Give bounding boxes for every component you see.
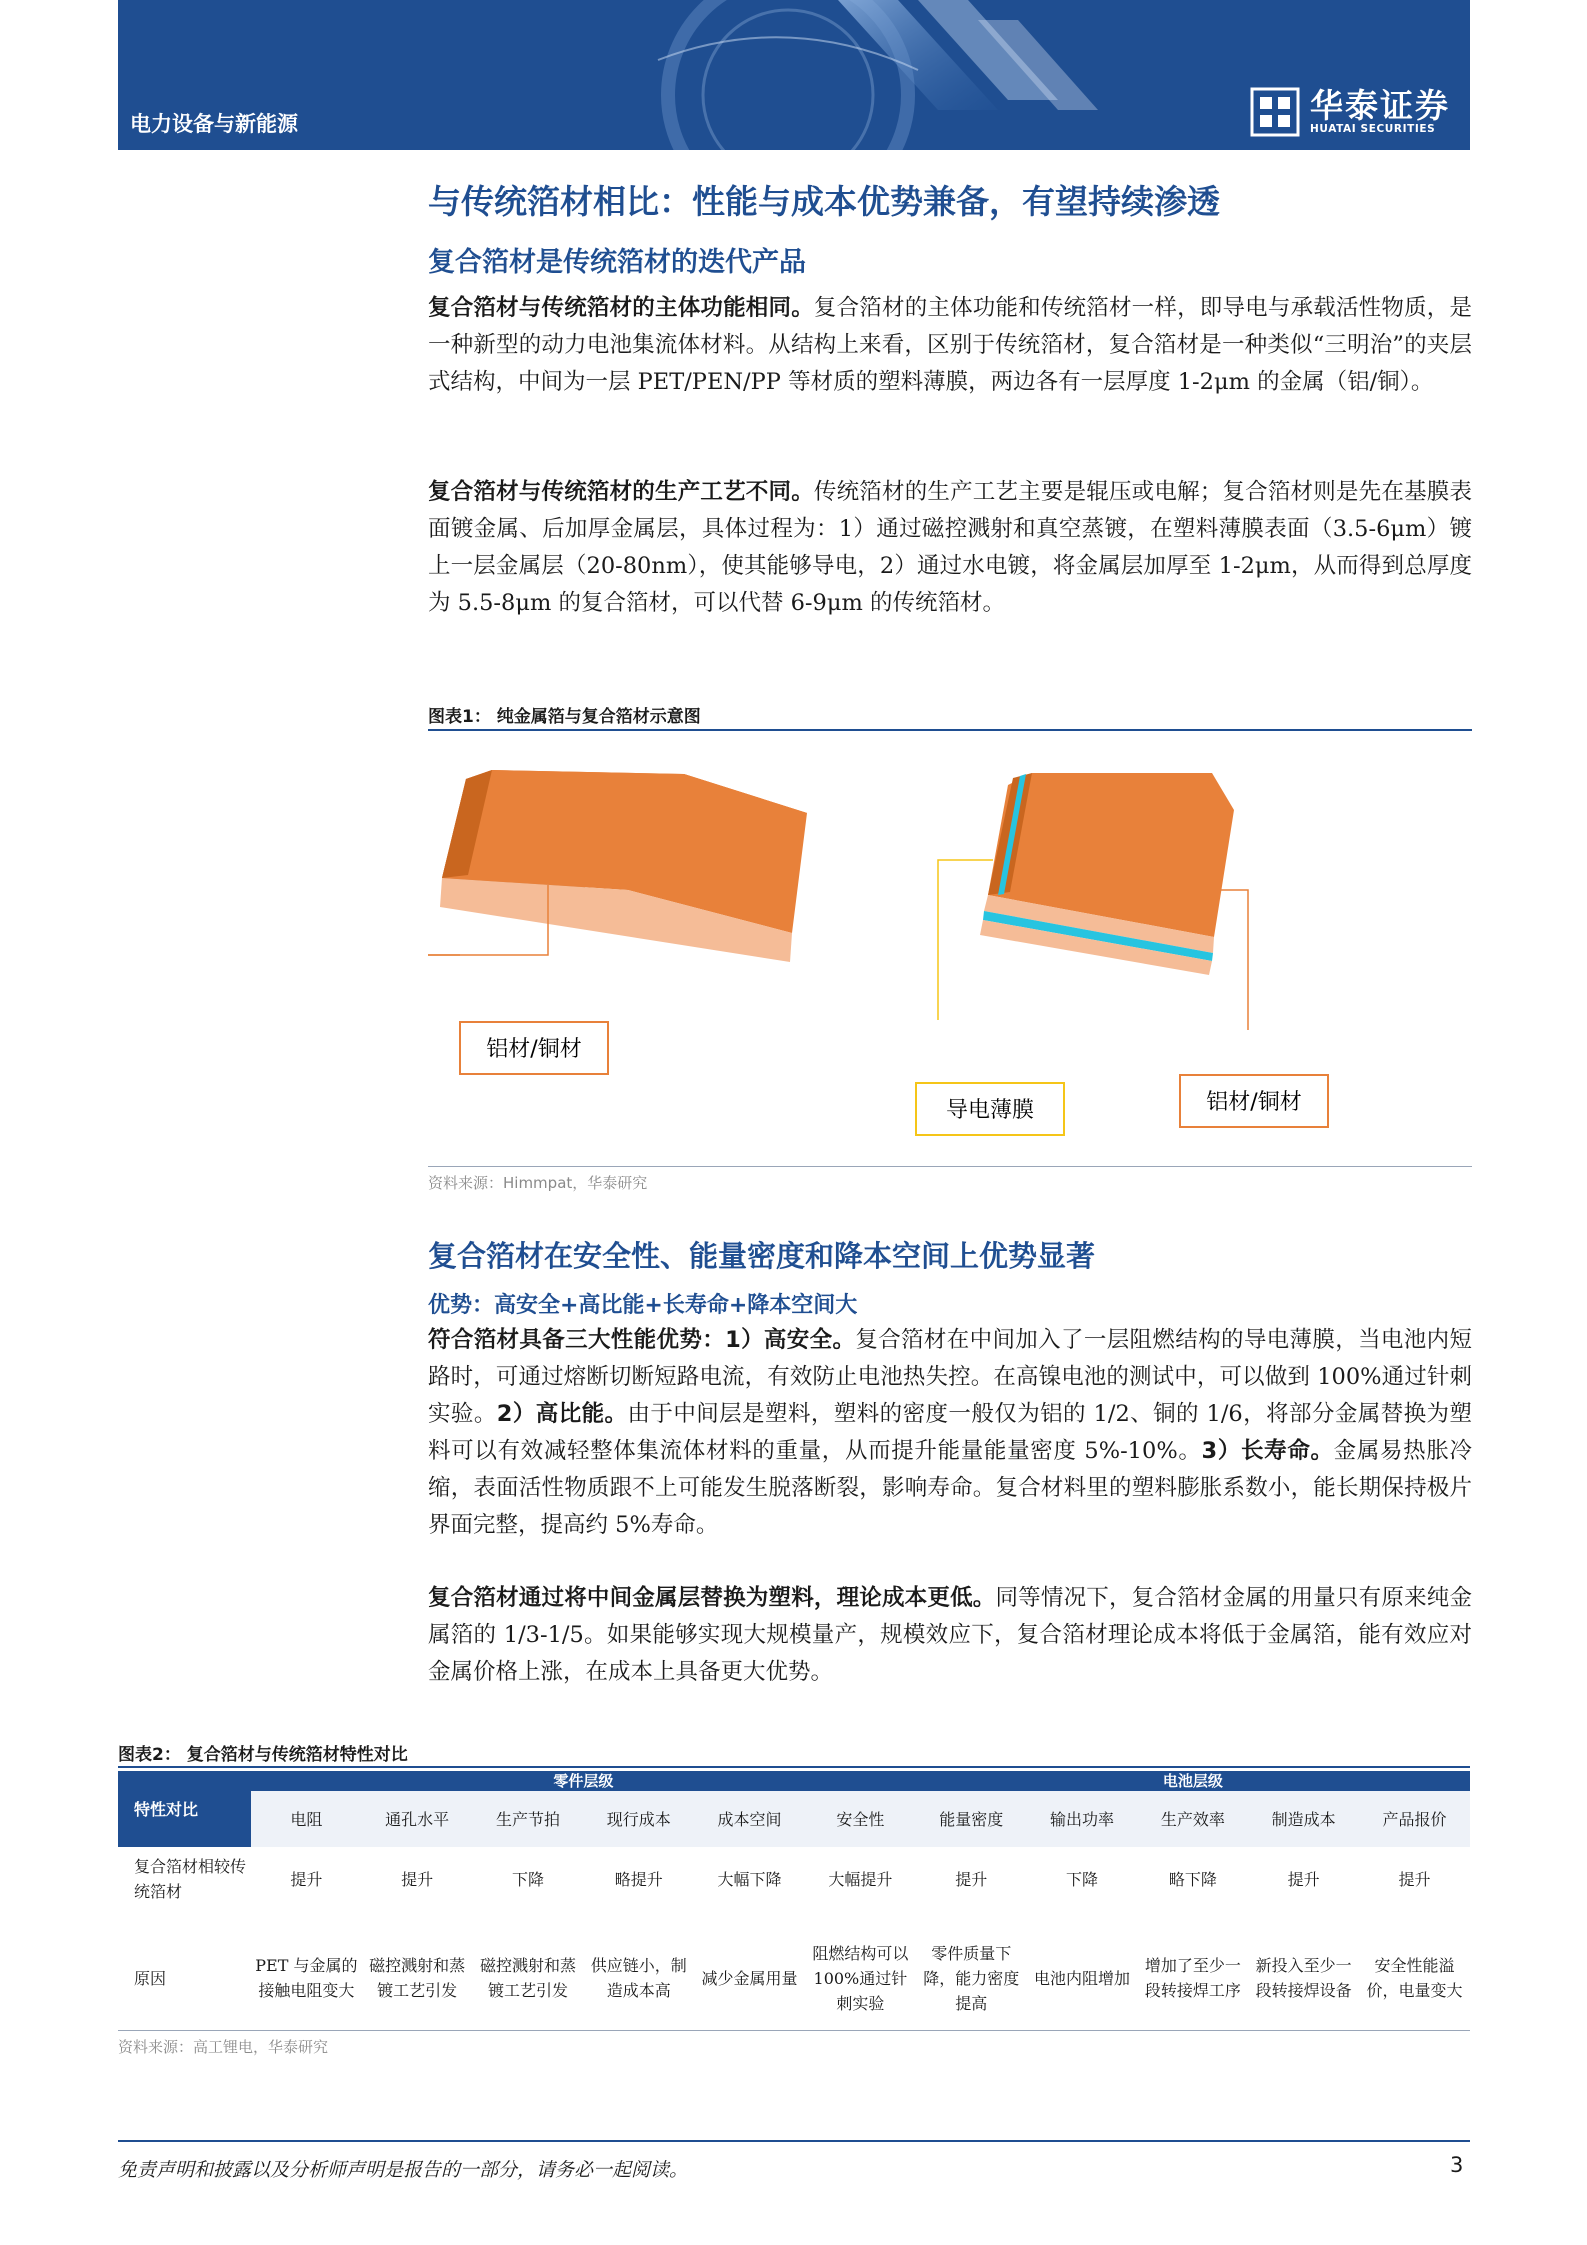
table-rule-top <box>118 1766 1470 1768</box>
logo-icon <box>1250 87 1300 137</box>
table-title: 图表2： 复合箔材与传统箔材特性对比 <box>118 1745 408 1765</box>
table-group-component: 零件层级 <box>251 1771 916 1791</box>
table-group-battery: 电池层级 <box>916 1771 1470 1791</box>
figure-title: 图表1： 纯金属箔与复合箔材示意图 <box>428 707 701 727</box>
column-header: 现行成本 <box>583 1791 694 1847</box>
row-label: 原因 <box>134 1968 167 1988</box>
table-cell: 提升 <box>1287 1869 1320 1889</box>
table-cell: 提升 <box>955 1869 988 1889</box>
table-cell: 磁控溅射和蒸镀工艺引发 <box>479 1956 576 2000</box>
table-cell: 供应链小，制造成本高 <box>590 1956 687 2000</box>
paragraph-body: 同等情况下，复合箔材金属的用量只有原来纯金属箔的 1/3-1/5。如果能够实现大规模量产，规模效应下，复合箔材理论成本将低于金属箔，能有效应对金属价格上涨，在成本上具备更大优势。 <box>428 1585 1472 1685</box>
composite-foil-block <box>980 773 1234 975</box>
footer-disclaimer: 免责声明和披露以及分析师声明是报告的一部分，请务必一起阅读。 <box>118 2159 689 2181</box>
column-header: 生产节拍 <box>473 1791 584 1847</box>
table-cell: 新投入至少一段转接焊设备 <box>1255 1956 1352 2000</box>
page-header <box>118 0 1470 150</box>
paragraph-body: 复合箔材在中间加入了一层阻燃结构的导电薄膜，当电池内短路时，可通过熔断切断短路电流，有效防止电池热失控。在高镍电池的测试中，可以做到 100%通过针刺实验。 <box>428 1327 1472 1427</box>
header-decoration <box>538 0 1178 150</box>
table-rule-bottom <box>118 2030 1470 2031</box>
column-header: 安全性 <box>805 1791 916 1847</box>
column-header: 生产效率 <box>1137 1791 1248 1847</box>
paragraph-lead-3: 3）长寿命。 <box>1201 1438 1334 1464</box>
column-header: 制造成本 <box>1248 1791 1359 1847</box>
table-cell: 安全性能溢价，电量变大 <box>1366 1956 1463 2000</box>
paragraph-body: 复合箔材的主体功能和传统箔材一样，即导电与承载活性物质，是一种新型的动力电池集流体材料。从结构上来看，区别于传统箔材，复合箔材是一种类似“三明治”的夹层式结构，中间为一层 PET/PEN/PP 等材质的塑料薄膜，两边各有一层厚度 1-2μm 的金属（铝/铜）。 <box>428 295 1472 395</box>
table-cell: 磁控溅射和蒸镀工艺引发 <box>369 1956 466 2000</box>
page-number: 3 <box>1450 2153 1464 2177</box>
label-left: 铝材/铜材 <box>486 1037 582 1062</box>
paragraph-process <box>428 474 1472 622</box>
table-source: 资料来源：高工锂电，华泰研究 <box>118 2038 329 2056</box>
table-cell: 提升 <box>401 1869 434 1889</box>
connector-film <box>938 860 993 1020</box>
metal-foil-block <box>440 770 807 962</box>
footer-rule <box>118 2140 1470 2142</box>
paragraph-body: 传统箔材的生产工艺主要是辊压或电解；复合箔材则是先在基膜表面镀金属、后加厚金属层，具体过程为：1）通过磁控溅射和真空蒸镀，在塑料薄膜表面（3.5-6μm）镀上一层金属层（20-80nm），使其能够导电，2）通过水电镀，将金属层加厚至 1-2μm，从而得到总厚度为 5.5-8μm 的复合箔材，可以代替 6-9μm 的传统箔材。 <box>428 479 1472 616</box>
table-cell: 零件质量下降，能力密度提高 <box>923 1943 1020 2013</box>
figure-rule-top <box>428 729 1472 731</box>
table-group-row <box>118 1771 1470 1791</box>
label-film: 导电薄膜 <box>945 1098 1035 1123</box>
section-label: 电力设备与新能源 <box>130 112 298 136</box>
paragraph-lead-2: 2）高比能。 <box>496 1401 628 1427</box>
paragraph-cost <box>428 1580 1472 1691</box>
table-cell: 提升 <box>290 1869 323 1889</box>
paragraph-body-2: 由于中间层是塑料，塑料的密度一般仅为铝的 1/2、铜的 1/6，将部分金属替换为塑料可以有效减轻整体集流体材料的重量，从而提升能量能量密度 5%-10%。 <box>428 1401 1472 1464</box>
column-header: 电阻 <box>251 1791 362 1847</box>
table-cell: 电池内阻增加 <box>1034 1968 1131 1988</box>
table-row <box>118 1911 1470 2045</box>
paragraph-advantages <box>428 1322 1472 1544</box>
figure-source: 资料来源：Himmpat，华泰研究 <box>428 1174 648 1192</box>
figure-diagram <box>428 740 1472 1160</box>
table-cell: 下降 <box>511 1869 544 1889</box>
table-header-row <box>118 1791 1470 1847</box>
comparison-table <box>118 1771 1470 2045</box>
table-cell: PET 与金属的接触电阻变大 <box>255 1956 358 2000</box>
label-right: 铝材/铜材 <box>1206 1090 1302 1115</box>
table-cell: 下降 <box>1066 1869 1099 1889</box>
table-cell: 略下降 <box>1168 1869 1217 1889</box>
figure-rule-bottom <box>428 1166 1472 1167</box>
table-cell: 阻燃结构可以 100%通过针刺实验 <box>812 1943 909 2013</box>
paragraph-body-3: 金属易热胀冷缩，表面活性物质跟不上可能发生脱落断裂，影响寿命。复合材料里的塑料膨胀系数小，能长期保持极片界面完整，提高约 5%寿命。 <box>428 1438 1472 1538</box>
table-corner: 特性对比 <box>118 1771 251 1847</box>
table-cell: 提升 <box>1398 1869 1431 1889</box>
logo-text-en: HUATAI SECURITIES <box>1310 123 1436 135</box>
logo-text-cn: 华泰证券 <box>1310 86 1450 125</box>
table-cell: 增加了至少一段转接焊工序 <box>1144 1956 1241 2000</box>
company-logo <box>1250 84 1450 140</box>
section-subtitle: 优势：高安全+高比能+长寿命+降本空间大 <box>428 1293 858 1318</box>
paragraph-lead: 复合箔材与传统箔材的生产工艺不同。 <box>428 479 814 505</box>
table-cell: 大幅提升 <box>828 1869 893 1889</box>
column-header: 成本空间 <box>694 1791 805 1847</box>
row-label: 复合箔材相较传统箔材 <box>134 1857 247 1901</box>
column-header: 能量密度 <box>916 1791 1027 1847</box>
table-cell: 减少金属用量 <box>701 1968 798 1988</box>
paragraph-function <box>428 290 1472 401</box>
paragraph-lead: 复合箔材通过将中间金属层替换为塑料，理论成本更低。 <box>428 1585 996 1611</box>
paragraph-lead: 复合箔材与传统箔材的主体功能相同。 <box>428 295 814 321</box>
table-row <box>118 1847 1470 1911</box>
section-title: 与传统箔材相比：性能与成本优势兼备，有望持续渗透 <box>428 182 1220 221</box>
column-header: 产品报价 <box>1359 1791 1470 1847</box>
table-cell: 略提升 <box>614 1869 663 1889</box>
section-title: 复合箔材在安全性、能量密度和降本空间上优势显著 <box>428 1239 1096 1273</box>
column-header: 输出功率 <box>1027 1791 1138 1847</box>
paragraph-lead: 符合箔材具备三大性能优势：1）高安全。 <box>428 1327 856 1353</box>
section-subtitle: 复合箔材是传统箔材的迭代产品 <box>428 247 806 278</box>
column-header: 通孔水平 <box>362 1791 473 1847</box>
table-cell: 大幅下降 <box>717 1869 782 1889</box>
